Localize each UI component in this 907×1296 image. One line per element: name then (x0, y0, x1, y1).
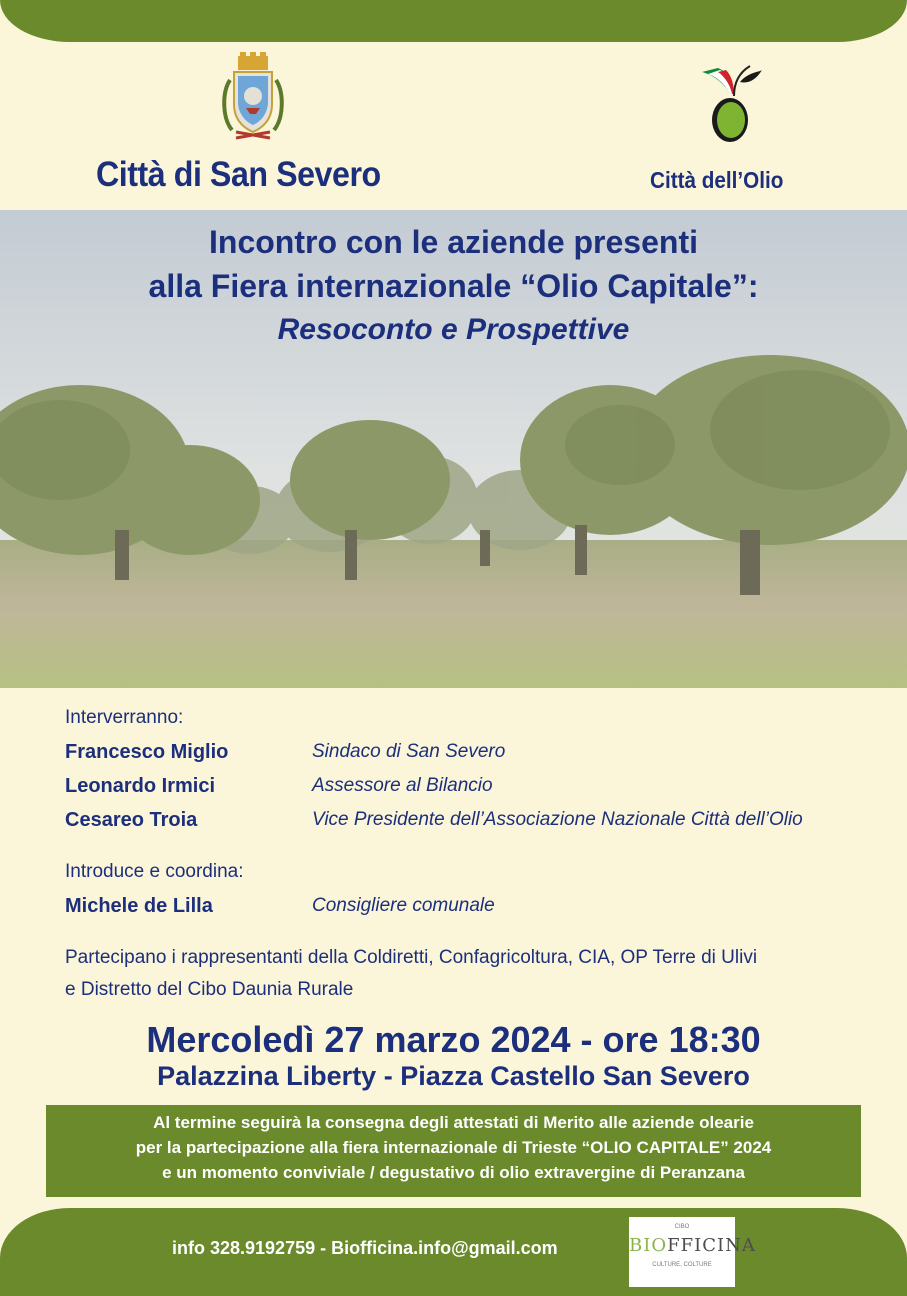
logo-bio: BIO (629, 1235, 668, 1256)
headline-subtitle: Resoconto e Prospettive (277, 313, 630, 346)
speaker-name: Leonardo Irmici (65, 775, 216, 797)
moderator-name: Michele de Lilla (65, 895, 213, 917)
speaker-role: Vice Presidente dell’Associazione Nazionale Città dell’Olio (312, 809, 803, 830)
moderator-row (65, 891, 865, 925)
citta-dell-olio-logo-icon (700, 62, 764, 148)
citta-dell-olio-name: Città dell’Olio (650, 167, 784, 193)
logo-wordmark (629, 1231, 756, 1261)
san-severo-city-name: Città di San Severo (96, 155, 381, 194)
event-place: Palazzina Liberty - Piazza Castello San Severo (157, 1061, 750, 1091)
biofficina-logo (629, 1217, 756, 1287)
participants-line-1: Partecipano i rappresentanti della Coldiretti, Confagricoltura, CIA, OP Terre di Ulivi (65, 947, 758, 968)
headline-line-2: alla Fiera internazionale “Olio Capitale”: (148, 268, 759, 304)
speakers-section (65, 703, 865, 925)
headline-line-1: Incontro con le aziende presenti (209, 224, 698, 260)
speaker-row (65, 737, 865, 771)
speaker-row (65, 771, 865, 805)
logo-bottom-text: CULTURE, COLTURE (652, 1262, 712, 1268)
notice-line-3: e un momento conviviale / degustativo di olio extravergine di Peranzana (162, 1163, 745, 1182)
top-green-band (0, 0, 907, 42)
contact-info: info 328.9192759 - Biofficina.info@gmail.com (172, 1238, 558, 1258)
logo-top-text: CIBO (674, 1224, 690, 1230)
notice-box (46, 1105, 861, 1197)
notice-line-2: per la partecipazione alla fiera internazionale di Trieste “OLIO CAPITALE” 2024 (135, 1138, 772, 1157)
san-severo-crest-icon (218, 52, 288, 144)
speaker-role: Sindaco di San Severo (312, 741, 506, 762)
logo-rest: FFICINA (667, 1235, 756, 1256)
speaker-role: Assessore al Bilancio (312, 775, 493, 796)
event-date: Mercoledì 27 marzo 2024 - ore 18:30 (146, 1019, 761, 1060)
moderator-role: Consigliere comunale (312, 895, 495, 916)
moderator-label: Introduce e coordina: (65, 861, 244, 882)
participants-line-2: e Distretto del Cibo Daunia Rurale (65, 979, 354, 1000)
speaker-name: Cesareo Troia (65, 809, 198, 831)
speakers-label: Interverranno: (65, 707, 184, 728)
headline (0, 220, 907, 352)
participants-text (65, 942, 855, 1006)
speaker-name: Francesco Miglio (65, 741, 229, 763)
notice-line-1: Al termine seguirà la consegna degli attestati di Merito alle aziende olearie (153, 1113, 754, 1132)
speaker-row (65, 805, 865, 839)
